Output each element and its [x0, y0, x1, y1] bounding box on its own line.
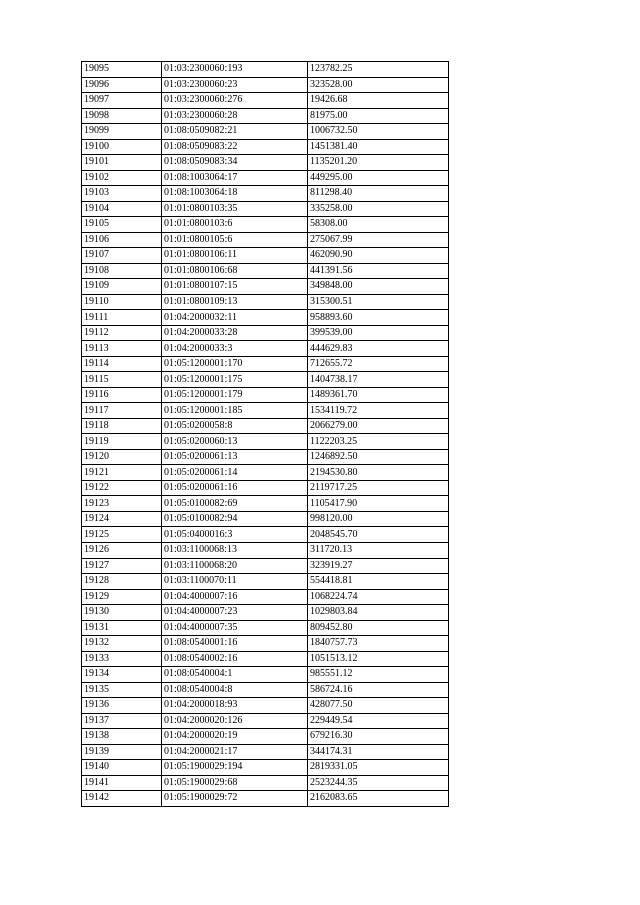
cadastral-number-cell: 01:05:0200060:13: [162, 434, 308, 450]
cadastral-number-cell: 01:01:0800107:15: [162, 279, 308, 295]
table-row: [82, 775, 449, 791]
value-cell: 712655.72: [308, 356, 449, 372]
row-number-cell: 19104: [82, 201, 162, 217]
table-row: [82, 729, 449, 745]
value-cell: 58308.00: [308, 217, 449, 233]
cadastral-number-cell: 01:05:0400016:3: [162, 527, 308, 543]
value-cell: 1246892.50: [308, 449, 449, 465]
row-number-cell: 19120: [82, 449, 162, 465]
table-row: [82, 217, 449, 233]
cadastral-number-cell: 01:04:2000033:3: [162, 341, 308, 357]
table-row: [82, 341, 449, 357]
table-body: [82, 62, 449, 807]
table-row: [82, 356, 449, 372]
value-cell: 1006732.50: [308, 124, 449, 140]
row-number-cell: 19097: [82, 93, 162, 109]
table-row: [82, 232, 449, 248]
row-number-cell: 19102: [82, 170, 162, 186]
table-row: [82, 108, 449, 124]
row-number-cell: 19142: [82, 791, 162, 807]
table-row: [82, 496, 449, 512]
row-number-cell: 19132: [82, 636, 162, 652]
cadastral-number-cell: 01:04:4000007:16: [162, 589, 308, 605]
value-cell: 811298.40: [308, 186, 449, 202]
cadastral-number-cell: 01:05:0200061:14: [162, 465, 308, 481]
cadastral-number-cell: 01:08:0509082:21: [162, 124, 308, 140]
row-number-cell: 19101: [82, 155, 162, 171]
table-row: [82, 698, 449, 714]
row-number-cell: 19098: [82, 108, 162, 124]
cadastral-number-cell: 01:08:0540004:1: [162, 667, 308, 683]
cadastral-number-cell: 01:04:4000007:23: [162, 605, 308, 621]
row-number-cell: 19108: [82, 263, 162, 279]
table-row: [82, 713, 449, 729]
row-number-cell: 19139: [82, 744, 162, 760]
table-row: [82, 667, 449, 683]
value-cell: 2119717.25: [308, 480, 449, 496]
cadastral-number-cell: 01:05:1200001:185: [162, 403, 308, 419]
value-cell: 2819331.05: [308, 760, 449, 776]
cadastral-number-cell: 01:03:1100070:11: [162, 574, 308, 590]
cadastral-number-cell: 01:08:0509083:34: [162, 155, 308, 171]
table-row: [82, 449, 449, 465]
cadastral-number-cell: 01:03:1100068:13: [162, 542, 308, 558]
table-row: [82, 139, 449, 155]
cadastral-number-cell: 01:01:0800106:68: [162, 263, 308, 279]
cadastral-number-cell: 01:04:4000007:35: [162, 620, 308, 636]
row-number-cell: 19125: [82, 527, 162, 543]
table-row: [82, 605, 449, 621]
cadastral-number-cell: 01:04:2000020:19: [162, 729, 308, 745]
value-cell: 275067.99: [308, 232, 449, 248]
value-cell: 1135201.20: [308, 155, 449, 171]
table-row: [82, 636, 449, 652]
value-cell: 323528.00: [308, 77, 449, 93]
table-row: [82, 527, 449, 543]
value-cell: 985551.12: [308, 667, 449, 683]
cadastral-number-cell: 01:04:2000032:11: [162, 310, 308, 326]
row-number-cell: 19095: [82, 62, 162, 78]
row-number-cell: 19112: [82, 325, 162, 341]
table-row: [82, 682, 449, 698]
row-number-cell: 19118: [82, 418, 162, 434]
value-cell: 2523244.35: [308, 775, 449, 791]
table-row: [82, 574, 449, 590]
table-row: [82, 263, 449, 279]
value-cell: 344174.31: [308, 744, 449, 760]
row-number-cell: 19115: [82, 372, 162, 388]
table-row: [82, 155, 449, 171]
table-row: [82, 279, 449, 295]
row-number-cell: 19136: [82, 698, 162, 714]
table-row: [82, 93, 449, 109]
value-cell: 323919.27: [308, 558, 449, 574]
cadastral-number-cell: 01:01:0800103:6: [162, 217, 308, 233]
value-cell: 1489361.70: [308, 387, 449, 403]
row-number-cell: 19105: [82, 217, 162, 233]
table-row: [82, 62, 449, 78]
cadastral-number-cell: 01:08:0540004:8: [162, 682, 308, 698]
table-row: [82, 620, 449, 636]
table-row: [82, 558, 449, 574]
table-row: [82, 387, 449, 403]
value-cell: 1451381.40: [308, 139, 449, 155]
table-row: [82, 372, 449, 388]
value-cell: 462090.90: [308, 248, 449, 264]
value-cell: 1051513.12: [308, 651, 449, 667]
row-number-cell: 19140: [82, 760, 162, 776]
table-row: [82, 791, 449, 807]
table-row: [82, 589, 449, 605]
value-cell: 81975.00: [308, 108, 449, 124]
value-cell: 554418.81: [308, 574, 449, 590]
cadastral-number-cell: 01:05:0200061:13: [162, 449, 308, 465]
table-row: [82, 744, 449, 760]
table-row: [82, 170, 449, 186]
cadastral-number-cell: 01:04:2000020:126: [162, 713, 308, 729]
row-number-cell: 19130: [82, 605, 162, 621]
row-number-cell: 19129: [82, 589, 162, 605]
value-cell: 335258.00: [308, 201, 449, 217]
cadastral-number-cell: 01:01:0800106:11: [162, 248, 308, 264]
value-cell: 1029803.84: [308, 605, 449, 621]
row-number-cell: 19106: [82, 232, 162, 248]
row-number-cell: 19109: [82, 279, 162, 295]
row-number-cell: 19114: [82, 356, 162, 372]
row-number-cell: 19123: [82, 496, 162, 512]
value-cell: 428077.50: [308, 698, 449, 714]
value-cell: 441391.56: [308, 263, 449, 279]
value-cell: 1105417.90: [308, 496, 449, 512]
data-table: [81, 61, 449, 807]
cadastral-number-cell: 01:05:1200001:175: [162, 372, 308, 388]
row-number-cell: 19117: [82, 403, 162, 419]
row-number-cell: 19110: [82, 294, 162, 310]
value-cell: 2048545.70: [308, 527, 449, 543]
cadastral-number-cell: 01:01:0800109:13: [162, 294, 308, 310]
row-number-cell: 19116: [82, 387, 162, 403]
table-row: [82, 294, 449, 310]
value-cell: 1068224.74: [308, 589, 449, 605]
row-number-cell: 19131: [82, 620, 162, 636]
row-number-cell: 19100: [82, 139, 162, 155]
row-number-cell: 19124: [82, 511, 162, 527]
table-row: [82, 434, 449, 450]
cadastral-number-cell: 01:04:2000018:93: [162, 698, 308, 714]
row-number-cell: 19128: [82, 574, 162, 590]
cadastral-number-cell: 01:05:0100082:94: [162, 511, 308, 527]
value-cell: 315300.51: [308, 294, 449, 310]
row-number-cell: 19099: [82, 124, 162, 140]
row-number-cell: 19121: [82, 465, 162, 481]
cadastral-number-cell: 01:05:0200061:16: [162, 480, 308, 496]
table-row: [82, 651, 449, 667]
cadastral-number-cell: 01:03:2300060:23: [162, 77, 308, 93]
cadastral-number-cell: 01:03:2300060:28: [162, 108, 308, 124]
cadastral-number-cell: 01:01:0800105:6: [162, 232, 308, 248]
table-row: [82, 403, 449, 419]
table-row: [82, 310, 449, 326]
cadastral-number-cell: 01:08:0540002:16: [162, 651, 308, 667]
row-number-cell: 19137: [82, 713, 162, 729]
cadastral-number-cell: 01:05:1900029:194: [162, 760, 308, 776]
cadastral-number-cell: 01:08:1003064:18: [162, 186, 308, 202]
cadastral-number-cell: 01:01:0800103:35: [162, 201, 308, 217]
cadastral-number-cell: 01:05:1900029:68: [162, 775, 308, 791]
cadastral-number-cell: 01:03:2300060:276: [162, 93, 308, 109]
table-row: [82, 77, 449, 93]
cadastral-number-cell: 01:03:1100068:20: [162, 558, 308, 574]
value-cell: 958893.60: [308, 310, 449, 326]
value-cell: 399539.00: [308, 325, 449, 341]
value-cell: 123782.25: [308, 62, 449, 78]
row-number-cell: 19127: [82, 558, 162, 574]
value-cell: 809452.80: [308, 620, 449, 636]
value-cell: 2194530.80: [308, 465, 449, 481]
value-cell: 1534119.72: [308, 403, 449, 419]
cadastral-number-cell: 01:05:1200001:170: [162, 356, 308, 372]
table-row: [82, 418, 449, 434]
row-number-cell: 19134: [82, 667, 162, 683]
table-row: [82, 542, 449, 558]
value-cell: 449295.00: [308, 170, 449, 186]
row-number-cell: 19135: [82, 682, 162, 698]
table-row: [82, 124, 449, 140]
row-number-cell: 19133: [82, 651, 162, 667]
cadastral-number-cell: 01:08:0540001:16: [162, 636, 308, 652]
value-cell: 2066279.00: [308, 418, 449, 434]
row-number-cell: 19119: [82, 434, 162, 450]
row-number-cell: 19138: [82, 729, 162, 745]
cadastral-number-cell: 01:04:2000021:17: [162, 744, 308, 760]
cadastral-number-cell: 01:08:0509083:22: [162, 139, 308, 155]
value-cell: 1404738.17: [308, 372, 449, 388]
row-number-cell: 19113: [82, 341, 162, 357]
value-cell: 349848.00: [308, 279, 449, 295]
cadastral-number-cell: 01:08:1003064:17: [162, 170, 308, 186]
value-cell: 19426.68: [308, 93, 449, 109]
value-cell: 229449.54: [308, 713, 449, 729]
value-cell: 679216.30: [308, 729, 449, 745]
cadastral-number-cell: 01:05:0200058:8: [162, 418, 308, 434]
row-number-cell: 19107: [82, 248, 162, 264]
value-cell: 1122203.25: [308, 434, 449, 450]
value-cell: 1840757.73: [308, 636, 449, 652]
row-number-cell: 19111: [82, 310, 162, 326]
row-number-cell: 19122: [82, 480, 162, 496]
row-number-cell: 19096: [82, 77, 162, 93]
cadastral-number-cell: 01:05:1900029:72: [162, 791, 308, 807]
table-row: [82, 325, 449, 341]
table-row: [82, 511, 449, 527]
table-row: [82, 760, 449, 776]
cadastral-number-cell: 01:05:1200001:179: [162, 387, 308, 403]
value-cell: 998120.00: [308, 511, 449, 527]
value-cell: 2162083.65: [308, 791, 449, 807]
value-cell: 444629.83: [308, 341, 449, 357]
table-row: [82, 201, 449, 217]
table-row: [82, 186, 449, 202]
table-row: [82, 248, 449, 264]
cadastral-number-cell: 01:05:0100082:69: [162, 496, 308, 512]
value-cell: 311720.13: [308, 542, 449, 558]
table-row: [82, 480, 449, 496]
row-number-cell: 19141: [82, 775, 162, 791]
cadastral-number-cell: 01:03:2300060:193: [162, 62, 308, 78]
row-number-cell: 19103: [82, 186, 162, 202]
table-row: [82, 465, 449, 481]
row-number-cell: 19126: [82, 542, 162, 558]
value-cell: 586724.16: [308, 682, 449, 698]
cadastral-number-cell: 01:04:2000033:28: [162, 325, 308, 341]
